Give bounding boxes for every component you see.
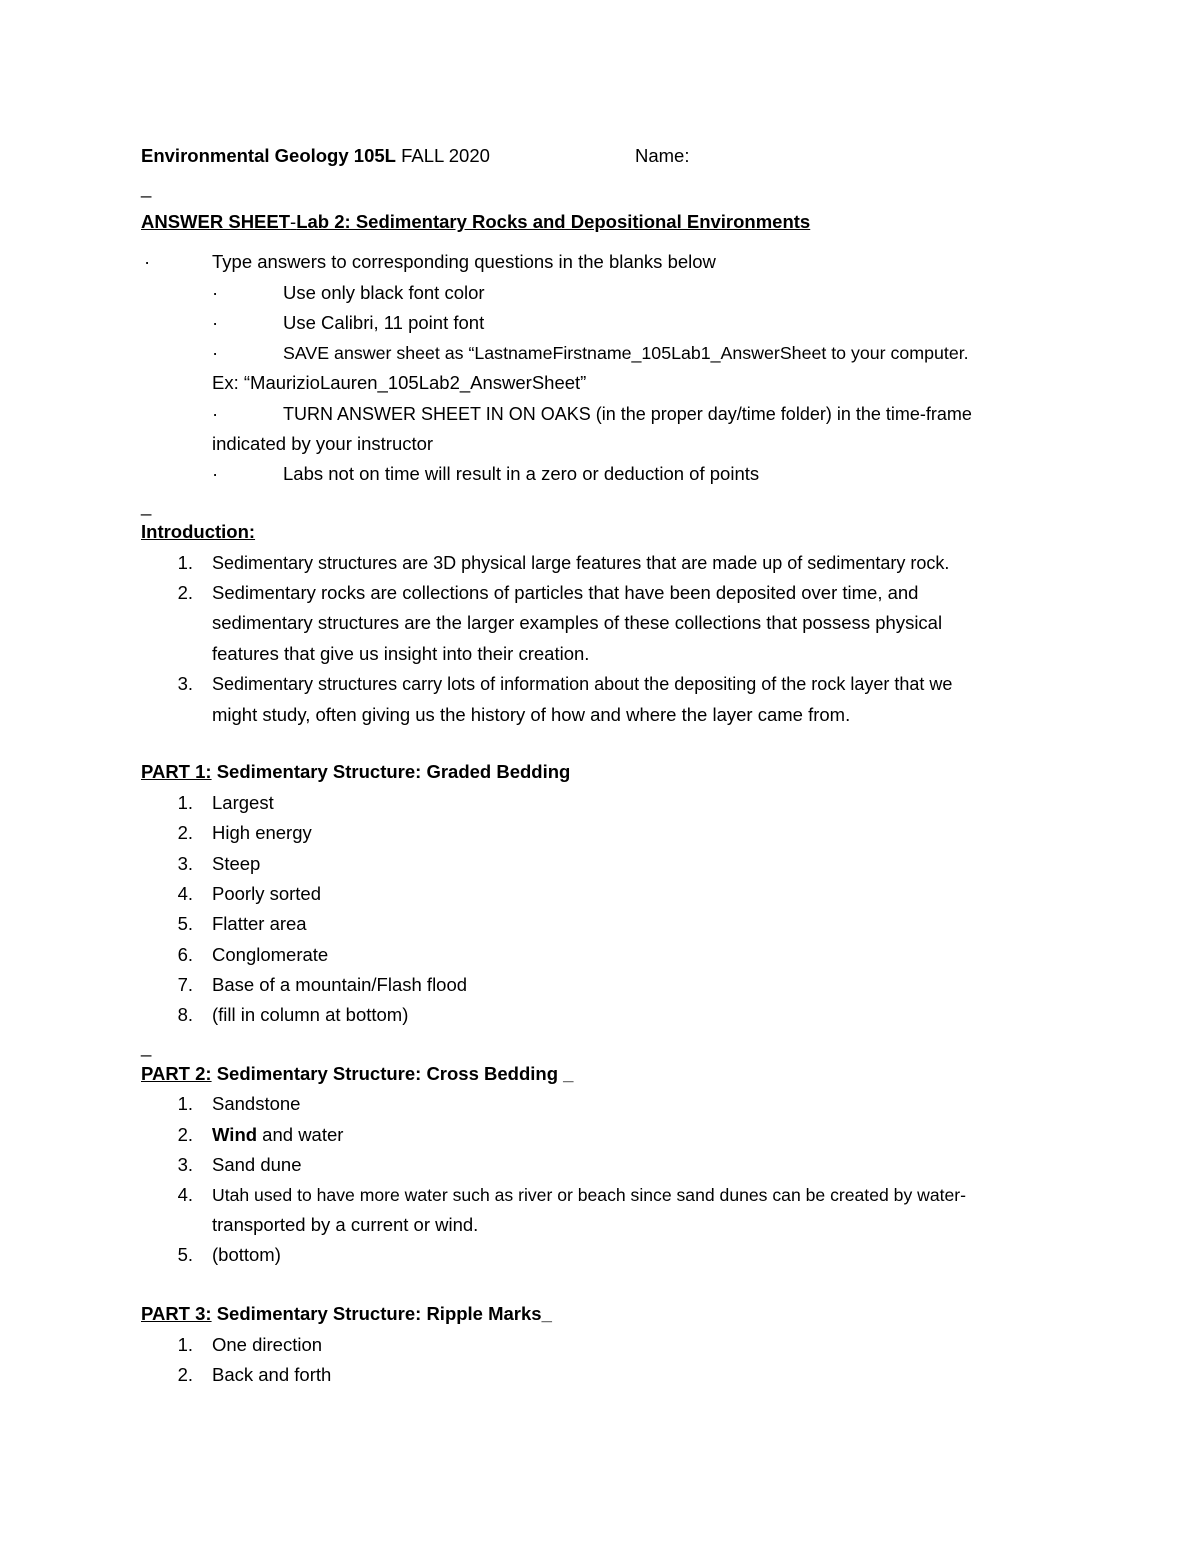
course-term: FALL 2020 [395,145,490,166]
intro-item-text: might study, often giving us the history of how and where the layer came from. [212,704,851,725]
answer-text: Largest [212,792,274,813]
header-line [141,144,490,168]
bullet-glyph: · [212,282,219,303]
course-title: Environmental Geology 105L [141,145,396,166]
bullet-glyph: · [212,342,219,363]
list-number: 1. [177,552,193,573]
intro-item-text: Sedimentary structures are 3D physical large features that are made up of sedimentary rock. [212,553,950,573]
instruction-item: Use only black font color [283,282,485,303]
list-number: 5. [177,1244,193,1265]
bullet-glyph: · [212,463,219,484]
list-number: 1. [177,1334,193,1355]
part3-heading [141,1302,552,1326]
list-number: 2. [177,1364,193,1385]
spacer-mark: _ [141,495,152,516]
intro-item-text: Sedimentary structures carry lots of information about the depositing of the rock layer that we [212,674,953,694]
list-number: 4. [177,883,193,904]
instruction-item: SAVE answer sheet as “LastnameFirstname_105Lab1_AnswerSheet to your computer. [283,343,969,363]
spacer-mark: _ [141,1036,152,1057]
answer-text: Base of a mountain/Flash flood [212,974,468,995]
bullet-glyph: · [212,312,219,333]
instruction-item: Use Calibri, 11 point font [283,312,485,333]
list-number: 7. [177,974,193,995]
list-number: 2. [177,582,193,603]
part1-label: PART 1: [141,761,212,782]
introduction-heading: Introduction: [141,521,256,542]
spacer-mark: _ [141,177,152,198]
answer-text: Utah used to have more water such as river or beach since sand dunes can be created by water- [212,1185,967,1205]
list-number: 3. [177,673,193,694]
list-number: 2. [177,1124,193,1145]
intro-item-text: features that give us insight into their creation. [212,643,590,664]
answer-text: Conglomerate [212,944,329,965]
list-number: 8. [177,1004,193,1025]
answer-text: Sandstone [212,1093,301,1114]
answer-text: (fill in column at bottom) [212,1004,409,1025]
name-label: Name: [635,145,690,166]
list-number: 3. [177,1154,193,1175]
answer-text: (bottom) [212,1244,281,1265]
instruction-continuation: indicated by your instructor [212,433,434,454]
answer-text: Sand dune [212,1154,302,1175]
answer-text: High energy [212,822,312,843]
part2-heading [141,1062,573,1086]
answer-rest: and water [257,1124,344,1145]
list-number: 5. [177,913,193,934]
title-lab: Lab 2: Sedimentary Rocks and Depositional Environments [296,211,811,232]
part2-title: Sedimentary Structure: Cross Bedding _ [211,1063,574,1084]
instruction-main: Type answers to corresponding questions in the blanks below [212,251,716,272]
instruction-item: TURN ANSWER SHEET IN ON OAKS (in the proper day/time folder) in the time-frame [283,404,972,424]
answer-text [212,1123,343,1147]
title-prefix: ANSWER SHEET [141,211,291,232]
answer-bold-word: Wind [212,1124,258,1145]
part2-label: PART 2: [141,1063,212,1084]
part1-title: Sedimentary Structure: Graded Bedding [211,761,571,782]
answer-text: Poorly sorted [212,883,321,904]
list-number: 2. [177,822,193,843]
instruction-item: Labs not on time will result in a zero or deduction of points [283,463,760,484]
answer-text: Flatter area [212,913,307,934]
list-number: 4. [177,1184,193,1205]
answer-text: transported by a current or wind. [212,1214,479,1235]
answer-sheet-title [141,210,810,234]
answer-text: Steep [212,853,261,874]
list-number: 6. [177,944,193,965]
answer-text: Back and forth [212,1364,332,1385]
list-number: 1. [177,792,193,813]
answer-text: One direction [212,1334,323,1355]
list-number: 3. [177,853,193,874]
part3-label: PART 3: [141,1303,212,1324]
intro-item-text: Sedimentary rocks are collections of particles that have been deposited over time, and [212,582,919,603]
title-separator: - [290,211,297,232]
part1-heading [141,760,570,784]
part3-title: Sedimentary Structure: Ripple Marks_ [211,1303,552,1324]
bullet-glyph: · [144,251,151,272]
intro-item-text: sedimentary structures are the larger examples of these collections that possess physical [212,612,943,633]
bullet-glyph: · [212,403,219,424]
list-number: 1. [177,1093,193,1114]
instruction-example: Ex: “MaurizioLauren_105Lab2_AnswerSheet” [212,372,587,393]
